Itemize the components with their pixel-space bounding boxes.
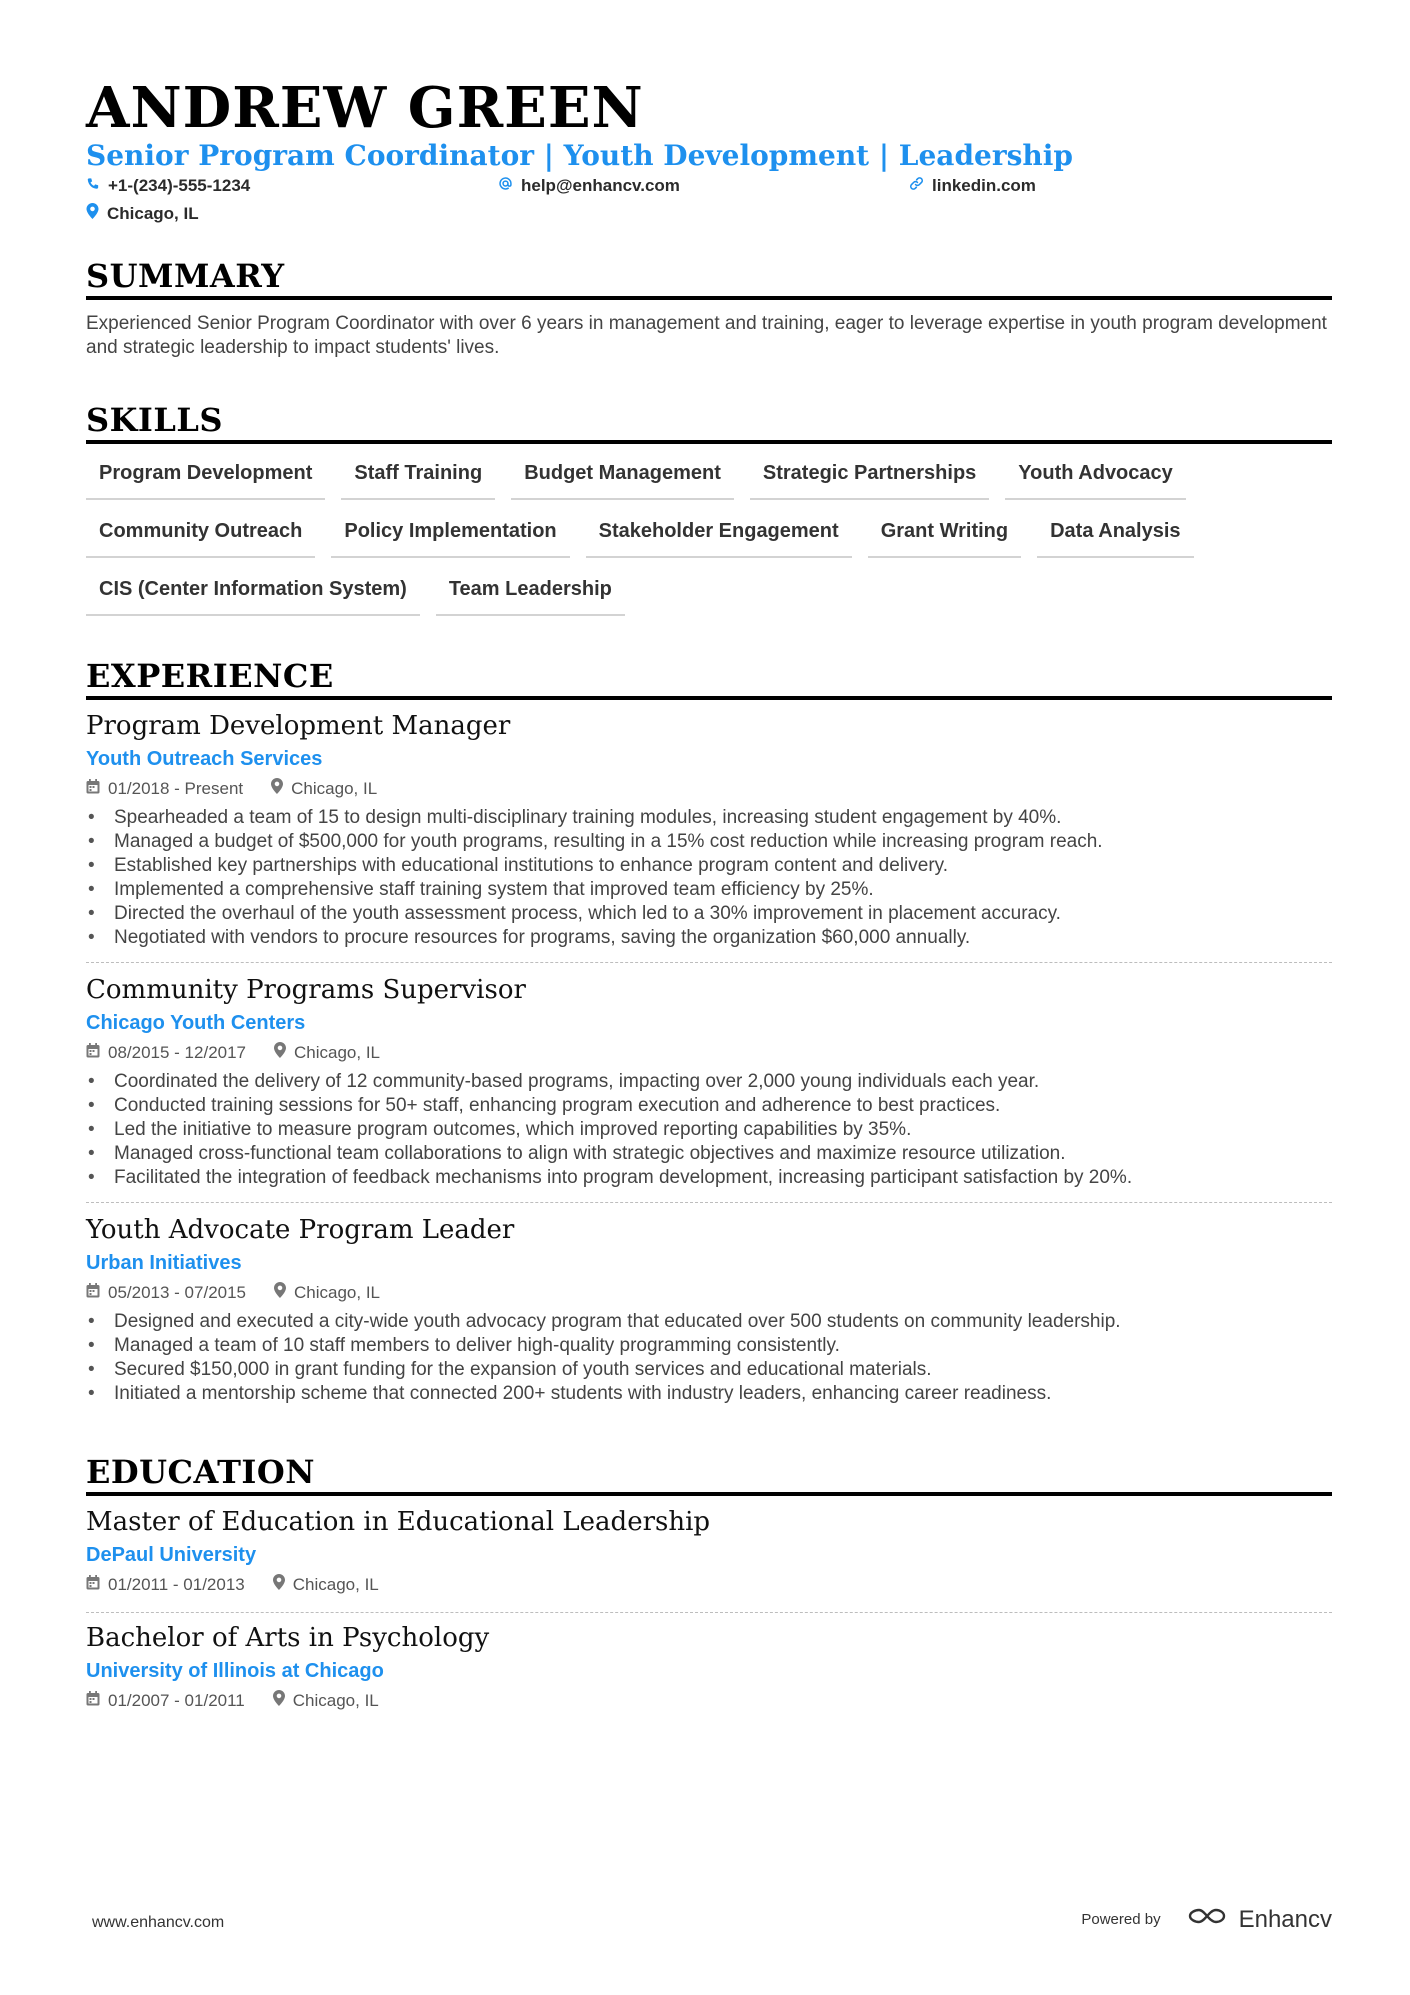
bullet-item: • Negotiated with vendors to procure resources for programs, saving the organization $60,000 annually. — [86, 926, 1332, 950]
bullet-item: • Coordinated the delivery of 12 community-based programs, impacting over 2,000 young individuals each year. — [86, 1070, 1332, 1094]
education-dates-text: 01/2011 - 01/2013 — [108, 1575, 245, 1594]
link-icon — [909, 176, 932, 196]
education-meta — [86, 1574, 1332, 1596]
bullet-item: • Implemented a comprehensive staff training system that improved team efficiency by 25%. — [86, 878, 1332, 902]
education-dates-text: 01/2007 - 01/2011 — [108, 1691, 245, 1710]
candidate-headline: Senior Program Coordinator | Youth Development | Leadership — [86, 139, 1073, 172]
job-title: Program Development Manager — [86, 711, 511, 741]
enhancv-logo[interactable] — [1185, 1904, 1332, 1935]
at-icon — [498, 176, 521, 196]
entry-divider — [86, 1202, 1332, 1203]
education-heading: EDUCATION — [86, 1453, 315, 1491]
company-name[interactable]: Urban Initiatives — [86, 1252, 242, 1274]
bullet-item: • Managed a budget of $500,000 for youth programs, resulting in a 15% cost reduction while increasing program reach. — [86, 830, 1332, 854]
linkedin-text: linkedin.com — [932, 176, 1036, 195]
email-text: help@enhancv.com — [521, 176, 680, 195]
contact-phone[interactable] — [86, 176, 250, 196]
job-dates — [86, 1042, 246, 1064]
location-pin-icon — [274, 1042, 294, 1064]
phone-icon — [86, 176, 108, 196]
job-meta — [86, 1282, 1332, 1304]
bullet-item: • Led the initiative to measure program outcomes, which improved reporting capabilities by 35%. — [86, 1118, 1332, 1142]
school-name[interactable]: DePaul University — [86, 1544, 257, 1566]
skills-list — [86, 458, 1332, 632]
job-location — [271, 778, 377, 800]
job-bullets — [86, 1070, 1332, 1190]
skill-tag: Strategic Partnerships — [750, 458, 989, 500]
calendar-icon — [86, 1690, 108, 1712]
contact-linkedin[interactable] — [909, 176, 1036, 196]
education-meta — [86, 1690, 1332, 1712]
job-bullets — [86, 806, 1332, 950]
education-location-text: Chicago, IL — [292, 1691, 379, 1710]
bullet-item: • Secured $150,000 in grant funding for the expansion of youth services and educational materials. — [86, 1358, 1332, 1382]
bullet-item: • Managed cross-functional team collaborations to align with strategic objectives and maximize resource utilization. — [86, 1142, 1332, 1166]
experience-entry — [86, 974, 1332, 1190]
education-entry — [86, 1622, 1332, 1712]
job-title: Community Programs Supervisor — [86, 975, 526, 1005]
job-bullets — [86, 1310, 1332, 1406]
job-dates — [86, 1282, 246, 1304]
job-dates-text: 05/2013 - 07/2015 — [108, 1283, 247, 1302]
education-location — [273, 1574, 379, 1596]
location-pin-icon — [273, 1690, 293, 1712]
location-pin-icon — [273, 1574, 293, 1596]
education-location-text: Chicago, IL — [292, 1575, 379, 1594]
skill-row — [86, 574, 1332, 632]
skills-rule — [86, 440, 1332, 444]
bullet-item: • Initiated a mentorship scheme that connected 200+ students with industry leaders, enhancing career readiness. — [86, 1382, 1332, 1406]
resume-page — [86, 0, 1332, 1995]
skill-tag: Data Analysis — [1037, 516, 1193, 558]
skill-tag: Staff Training — [341, 458, 495, 500]
company-name[interactable]: Chicago Youth Centers — [86, 1012, 306, 1034]
experience-entry — [86, 1214, 1332, 1406]
skills-heading: SKILLS — [86, 401, 223, 439]
skill-tag: Program Development — [86, 458, 325, 500]
education-location — [273, 1690, 379, 1712]
job-location-text: Chicago, IL — [291, 779, 378, 798]
skill-row — [86, 458, 1332, 516]
summary-rule — [86, 296, 1332, 300]
brand-name: Enhancv — [1238, 1905, 1332, 1933]
location-pin-icon — [271, 778, 291, 800]
contact-row — [86, 176, 1332, 200]
powered-by-label: Powered by — [1081, 1911, 1161, 1928]
summary-text: Experienced Senior Program Coordinator with over 6 years in management and training, eager to leverage expertise in youth program development and strategic leadership to impact students' lives. — [86, 313, 1327, 358]
job-meta — [86, 778, 1332, 800]
bullet-item: • Facilitated the integration of feedback mechanisms into program development, increasing participant satisfaction by 20%. — [86, 1166, 1332, 1190]
experience-heading: EXPERIENCE — [86, 657, 334, 695]
job-dates-text: 01/2018 - Present — [108, 779, 244, 798]
contact-location — [86, 203, 199, 224]
experience-entry — [86, 710, 1332, 950]
job-location-text: Chicago, IL — [294, 1283, 381, 1302]
job-meta — [86, 1042, 1332, 1064]
education-dates — [86, 1574, 245, 1596]
company-name[interactable]: Youth Outreach Services — [86, 748, 323, 770]
skill-tag: Team Leadership — [436, 574, 625, 616]
calendar-icon — [86, 1042, 108, 1064]
bullet-item: • Managed a team of 10 staff members to deliver high-quality programming consistently. — [86, 1334, 1332, 1358]
experience-rule — [86, 696, 1332, 700]
location-pin-icon — [274, 1282, 294, 1304]
bullet-item: • Directed the overhaul of the youth assessment process, which led to a 30% improvement in placement accuracy. — [86, 902, 1332, 926]
skill-row — [86, 516, 1332, 574]
skill-tag: Stakeholder Engagement — [586, 516, 852, 558]
job-location — [274, 1282, 380, 1304]
skill-tag: Community Outreach — [86, 516, 315, 558]
skill-tag: Youth Advocacy — [1005, 458, 1185, 500]
summary-heading: SUMMARY — [86, 257, 285, 295]
education-entry — [86, 1506, 1332, 1596]
skill-tag: Grant Writing — [868, 516, 1021, 558]
skill-tag: CIS (Center Information System) — [86, 574, 420, 616]
enhancv-logo-icon — [1185, 1904, 1239, 1935]
degree-title: Master of Education in Educational Leadership — [86, 1507, 711, 1537]
footer-branding — [1081, 1904, 1332, 1935]
job-dates — [86, 778, 243, 800]
contact-email[interactable] — [498, 176, 680, 196]
calendar-icon — [86, 778, 108, 800]
job-location — [274, 1042, 380, 1064]
job-location-text: Chicago, IL — [294, 1043, 381, 1062]
bullet-item: • Designed and executed a city-wide youth advocacy program that educated over 500 students on community leadership. — [86, 1310, 1332, 1334]
location-pin-icon — [86, 203, 107, 224]
bullet-item: • Spearheaded a team of 15 to design multi-disciplinary training modules, increasing student engagement by 40%. — [86, 806, 1332, 830]
skill-tag: Budget Management — [511, 458, 734, 500]
calendar-icon — [86, 1574, 108, 1596]
entry-divider — [86, 1612, 1332, 1613]
phone-text: +1-(234)-555-1234 — [108, 176, 251, 195]
entry-divider — [86, 962, 1332, 963]
bullet-item: • Conducted training sessions for 50+ staff, enhancing program execution and adherence to best practices. — [86, 1094, 1332, 1118]
degree-title: Bachelor of Arts in Psychology — [86, 1623, 490, 1653]
footer-website-link[interactable]: www.enhancv.com — [92, 1914, 225, 1931]
skill-tag: Policy Implementation — [331, 516, 569, 558]
bullet-item: • Established key partnerships with educational institutions to enhance program content and delivery. — [86, 854, 1332, 878]
location-text: Chicago, IL — [107, 203, 199, 223]
school-name[interactable]: University of Illinois at Chicago — [86, 1660, 384, 1682]
education-dates — [86, 1690, 245, 1712]
calendar-icon — [86, 1282, 108, 1304]
candidate-name: ANDREW GREEN — [86, 75, 644, 141]
job-title: Youth Advocate Program Leader — [86, 1215, 515, 1245]
contact-row-2 — [86, 203, 1332, 227]
job-dates-text: 08/2015 - 12/2017 — [108, 1043, 247, 1062]
education-rule — [86, 1492, 1332, 1496]
